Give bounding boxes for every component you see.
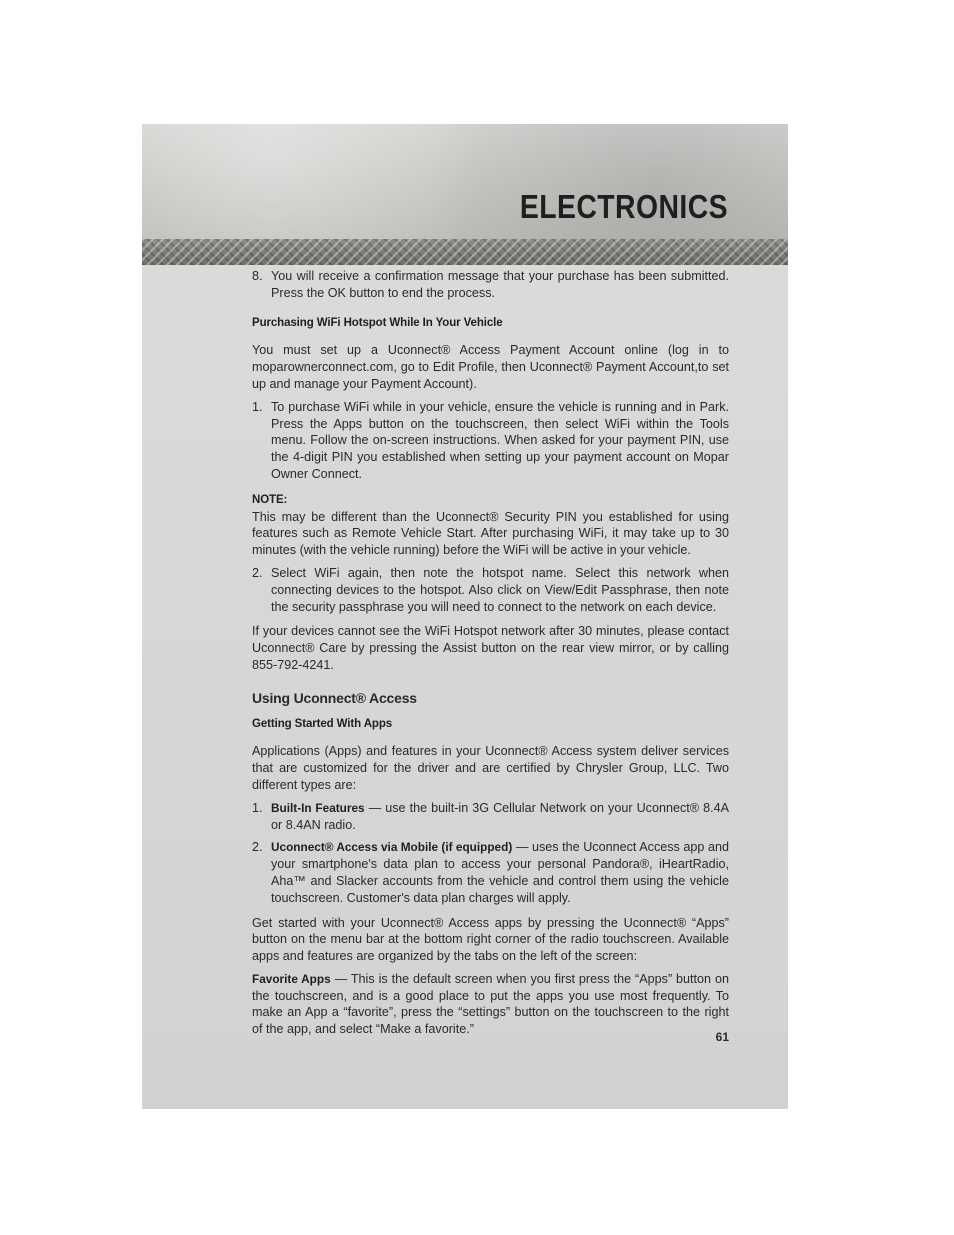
list-text: — uses the Uconnect Access app and your smartphone's data plan to access your personal Pandora®, iHeartRadio, Aha™ and Slacker accounts from the vehicle and control them using the vehicle touchscreen. Customer's data plan charges will apply. xyxy=(271,840,729,905)
list-item-step-2 xyxy=(252,565,729,615)
paragraph-get-started: Get started with your Uconnect® Access apps by pressing the Uconnect® “Apps” button on the menu bar at the bottom right corner of the radio touchscreen. Available apps and features are organized by the tabs on the left of the screen: xyxy=(252,915,729,964)
term-built-in-features: Built-In Features xyxy=(271,800,365,815)
section-title: ELECTRONICS xyxy=(519,188,728,225)
term-favorite-apps: Favorite Apps xyxy=(252,971,331,986)
list-number: 1. xyxy=(252,399,263,414)
section-banner xyxy=(142,124,788,239)
list-number: 2. xyxy=(252,840,263,855)
list-text: Select WiFi again, then note the hotspot name. Select this network when connecting devices to the hotspot. Also click on View/Edit Passphrase, then note the security passphrase you will need to connect to the network on each device. xyxy=(271,565,729,614)
section-heading-using-uconnect: Using Uconnect® Access xyxy=(252,689,417,706)
subheading-purchasing-wifi: Purchasing WiFi Hotspot While In Your Vehicle xyxy=(252,316,503,329)
paragraph-favorite-apps xyxy=(252,971,729,1038)
page-content xyxy=(252,268,729,1038)
favorite-apps-text: — This is the default screen when you first press the “Apps” button on the touchscreen, and is a good place to put the apps you use most frequently. To make an App a “favorite”, press the “settings” button on the touchscreen to the right of the app, and select “Make a favorite.” xyxy=(252,971,729,1037)
note-text: This may be different than the Uconnect® Security PIN you established for using features such as Remote Vehicle Start. After purchasing WiFi, it may take up to 30 minutes (with the vehicle running) before the WiFi will be active in your vehicle. xyxy=(252,509,729,558)
tread-plate-strip xyxy=(142,239,788,265)
paragraph-apps-intro: Applications (Apps) and features in your Uconnect® Access system deliver services that are customized for the driver and are certified by Chrysler Group, LLC. Two different types are: xyxy=(252,744,729,792)
list-number: 1. xyxy=(252,800,263,815)
paragraph-troubleshooting: If your devices cannot see the WiFi Hotspot network after 30 minutes, please contact Uconnect® Care by pressing the Assist button on the rear view mirror, or by calling 855-792-4241. xyxy=(252,624,729,672)
paragraph-payment-account: You must set up a Uconnect® Access Payment Account online (log in to moparownerconnect.com, go to Edit Profile, then Uconnect® Payment Account,to set up and manage your Payment Account). xyxy=(252,343,729,391)
list-text: You will receive a confirmation message that your purchase has been submitted. Press the OK button to end the process. xyxy=(271,269,729,300)
list-text: — use the built-in 3G Cellular Network on your Uconnect® 8.4A or 8.4AN radio. xyxy=(271,800,729,832)
subheading-getting-started: Getting Started With Apps xyxy=(252,717,393,730)
list-item-step-8 xyxy=(252,268,729,302)
list-item-step-1 xyxy=(252,399,729,483)
list-number: 2. xyxy=(252,565,263,580)
term-access-via-mobile: Uconnect® Access via Mobile (if equipped) xyxy=(271,840,513,855)
page-number: 61 xyxy=(715,1030,729,1044)
list-number: 8. xyxy=(252,269,263,283)
note-label: NOTE: xyxy=(252,493,288,506)
list-item-access-via-mobile xyxy=(252,839,729,906)
manual-page xyxy=(142,124,788,1109)
list-item-built-in-features xyxy=(252,800,729,834)
list-text: To purchase WiFi while in your vehicle, ensure the vehicle is running and in Park. Press the Apps button on the touchscreen, then select WiFi within the Tools menu. Follow the on-screen instructions. When asked for your payment PIN, use the 4-digit PIN you established when setting up your payment account on Mopar Owner Connect. xyxy=(271,399,729,481)
